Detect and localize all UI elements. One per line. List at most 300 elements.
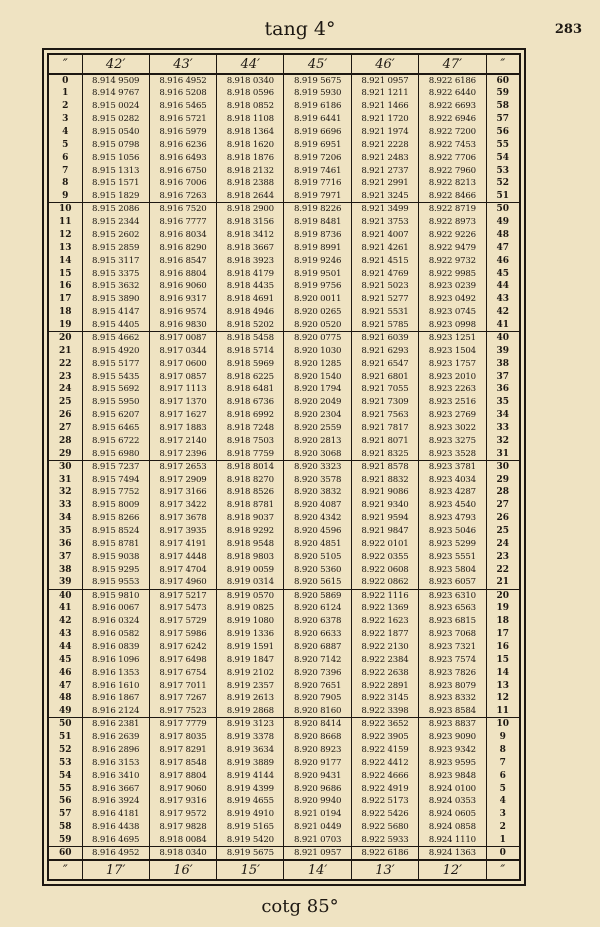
row-seconds-right: 47 <box>486 241 520 254</box>
row-seconds-right: 55 <box>486 138 520 151</box>
table-cell: 8.918 6992 <box>217 409 284 422</box>
table-footer <box>48 860 520 880</box>
table-cell: 8.917 4191 <box>149 538 216 551</box>
table-cell: 8.917 1370 <box>149 396 216 409</box>
table-cell: 8.918 7248 <box>217 422 284 435</box>
table-cell: 8.923 4540 <box>419 499 486 512</box>
row-seconds-right: 49 <box>486 216 520 229</box>
table-cell: 8.919 9756 <box>284 280 351 293</box>
row-seconds-right: 40 <box>486 332 520 345</box>
row-seconds-left: 40 <box>48 589 82 602</box>
table-cell: 8.916 2639 <box>82 731 149 744</box>
table-cell: 8.916 7777 <box>149 216 216 229</box>
table-cell: 8.915 2602 <box>82 229 149 242</box>
row-seconds-left: 14 <box>58 255 72 266</box>
column-header: 42′ <box>82 54 149 74</box>
table-cell: 8.921 8832 <box>351 473 418 486</box>
table-cell: 8.918 9548 <box>217 538 284 551</box>
table-cell: 8.916 4695 <box>82 834 149 847</box>
table-cell: 8.921 1720 <box>351 113 418 126</box>
table-cell: 8.923 8584 <box>419 705 486 718</box>
row-seconds-right: 42 <box>486 306 520 319</box>
row-seconds-left: 26 <box>58 410 72 421</box>
row-seconds-right: 48 <box>486 229 520 242</box>
row-seconds-left: 0 <box>62 75 69 86</box>
table-cell: 8.919 5420 <box>217 834 284 847</box>
table-cell: 8.916 6236 <box>149 138 216 151</box>
table-cell: 8.917 6754 <box>149 666 216 679</box>
table-row <box>48 344 520 357</box>
table-cell: 8.917 0344 <box>149 344 216 357</box>
table-row <box>48 306 520 319</box>
table-row <box>48 782 520 795</box>
table-cell: 8.916 0324 <box>82 615 149 628</box>
table-cell: 8.915 4920 <box>82 344 149 357</box>
table-row <box>48 357 520 370</box>
table-cell: 8.915 6465 <box>82 422 149 435</box>
row-seconds-right: 58 <box>486 100 520 113</box>
table-row <box>48 74 520 87</box>
table-cell: 8.917 5729 <box>149 615 216 628</box>
table-cell: 8.918 4179 <box>217 267 284 280</box>
table-cell: 8.917 1627 <box>149 409 216 422</box>
table-cell: 8.916 3667 <box>82 782 149 795</box>
row-seconds-left: 11 <box>58 217 72 228</box>
table-cell: 8.922 8973 <box>419 216 486 229</box>
table-cell: 8.921 0703 <box>284 834 351 847</box>
row-seconds-right: 11 <box>486 705 520 718</box>
table-cell: 8.923 7574 <box>419 653 486 666</box>
table-row <box>48 332 520 345</box>
table-cell: 8.922 9985 <box>419 267 486 280</box>
table-cell: 8.919 9501 <box>284 267 351 280</box>
table-row <box>48 615 520 628</box>
table-cell: 8.918 4435 <box>217 280 284 293</box>
column-footer: 16′ <box>149 860 216 880</box>
table-cell: 8.922 5680 <box>351 821 418 834</box>
table-cell: 8.922 0355 <box>351 550 418 563</box>
table-cell: 8.923 3781 <box>419 460 486 473</box>
table-cell: 8.919 1847 <box>217 653 284 666</box>
column-footer: 13′ <box>351 860 418 880</box>
table-cell: 8.921 5277 <box>351 293 418 306</box>
row-seconds-left: 35 <box>58 526 72 537</box>
row-seconds-left: 12 <box>58 229 72 240</box>
table-cell: 8.920 8668 <box>284 731 351 744</box>
table-row <box>48 113 520 126</box>
table-cell: 8.919 1080 <box>217 615 284 628</box>
table-row <box>48 126 520 139</box>
table-cell: 8.916 2896 <box>82 744 149 757</box>
table-cell: 8.921 1466 <box>351 100 418 113</box>
table-cell: 8.915 2344 <box>82 216 149 229</box>
row-seconds-left: 37 <box>58 551 72 562</box>
table-cell: 8.921 7309 <box>351 396 418 409</box>
table-cell: 8.916 1867 <box>82 692 149 705</box>
table-cell: 8.915 5177 <box>82 357 149 370</box>
table-cell: 8.918 6225 <box>217 370 284 383</box>
row-seconds-left: 53 <box>58 757 72 768</box>
row-seconds-right: 56 <box>486 126 520 139</box>
table-row <box>48 229 520 242</box>
row-seconds-left: 31 <box>58 474 72 485</box>
column-header: 43′ <box>149 54 216 74</box>
table-cell: 8.920 3832 <box>284 486 351 499</box>
header-corner-right: ″ <box>486 54 520 74</box>
table-cell: 8.917 3678 <box>149 512 216 525</box>
table-cell: 8.915 0798 <box>82 138 149 151</box>
table-cell: 8.921 4515 <box>351 254 418 267</box>
row-seconds-left: 56 <box>58 796 72 807</box>
row-seconds-left: 39 <box>58 577 72 588</box>
table-cell: 8.916 3153 <box>82 756 149 769</box>
table-cell: 8.918 9037 <box>217 512 284 525</box>
table-cell: 8.918 9803 <box>217 550 284 563</box>
row-seconds-left: 23 <box>58 371 72 382</box>
table-cell: 8.921 9594 <box>351 512 418 525</box>
table-row <box>48 808 520 821</box>
row-seconds-right: 51 <box>486 190 520 203</box>
page-number: 283 <box>554 22 582 37</box>
table-cell: 8.922 1877 <box>351 628 418 641</box>
table-cell: 8.917 5473 <box>149 602 216 615</box>
table-cell: 8.923 4287 <box>419 486 486 499</box>
table-cell: 8.922 8213 <box>419 177 486 190</box>
table-row <box>48 679 520 692</box>
row-seconds-right: 39 <box>486 344 520 357</box>
table-cell: 8.916 4181 <box>82 808 149 821</box>
row-seconds-left: 21 <box>58 345 72 356</box>
row-seconds-right: 1 <box>486 834 520 847</box>
table-cell: 8.917 4960 <box>149 576 216 589</box>
table-cell: 8.916 8547 <box>149 254 216 267</box>
row-seconds-left: 41 <box>58 603 72 614</box>
row-seconds-right: 33 <box>486 422 520 435</box>
row-seconds-right: 10 <box>486 718 520 731</box>
table-cell: 8.916 8290 <box>149 241 216 254</box>
table-cell: 8.922 4412 <box>351 756 418 769</box>
table-cell: 8.918 1876 <box>217 151 284 164</box>
table-cell: 8.917 2140 <box>149 435 216 448</box>
table-cell: 8.916 9060 <box>149 280 216 293</box>
table-cell: 8.922 7200 <box>419 126 486 139</box>
table-cell: 8.920 9177 <box>284 756 351 769</box>
table-cell: 8.918 1364 <box>217 126 284 139</box>
table-cell: 8.918 5458 <box>217 332 284 345</box>
table-cell: 8.919 7206 <box>284 151 351 164</box>
table-cell: 8.918 0596 <box>217 87 284 100</box>
footer-corner-left: ″ <box>48 860 82 880</box>
table-cell: 8.918 5969 <box>217 357 284 370</box>
table-cell: 8.917 4704 <box>149 563 216 576</box>
table-cell: 8.914 9509 <box>82 74 149 87</box>
table-row <box>48 203 520 216</box>
row-seconds-left: 6 <box>62 152 69 163</box>
table-cell: 8.920 0011 <box>284 293 351 306</box>
table-cell: 8.915 3632 <box>82 280 149 293</box>
table-cell: 8.921 3753 <box>351 216 418 229</box>
row-seconds-right: 9 <box>486 731 520 744</box>
table-cell: 8.918 8014 <box>217 460 284 473</box>
table-cell: 8.916 5721 <box>149 113 216 126</box>
row-seconds-right: 36 <box>486 383 520 396</box>
table-cell: 8.918 1108 <box>217 113 284 126</box>
table-cell: 8.920 8160 <box>284 705 351 718</box>
table-cell: 8.918 3412 <box>217 229 284 242</box>
table-cell: 8.917 6242 <box>149 641 216 654</box>
table-cell: 8.922 3398 <box>351 705 418 718</box>
row-seconds-right: 26 <box>486 512 520 525</box>
table-cell: 8.920 3578 <box>284 473 351 486</box>
row-seconds-right: 43 <box>486 293 520 306</box>
table-cell: 8.917 7779 <box>149 718 216 731</box>
table-row <box>48 718 520 731</box>
table-cell: 8.920 1540 <box>284 370 351 383</box>
table-cell: 8.918 0340 <box>217 74 284 87</box>
table-cell: 8.922 4919 <box>351 782 418 795</box>
table-cell: 8.920 8923 <box>284 744 351 757</box>
table-cell: 8.915 4405 <box>82 319 149 332</box>
table-row <box>48 435 520 448</box>
row-seconds-left: 57 <box>58 809 72 820</box>
row-seconds-right: 45 <box>486 267 520 280</box>
row-seconds-left: 51 <box>58 732 72 743</box>
table-cell: 8.921 2483 <box>351 151 418 164</box>
table-cell: 8.923 5804 <box>419 563 486 576</box>
table-cell: 8.919 5675 <box>284 74 351 87</box>
row-seconds-left: 30 <box>48 460 82 473</box>
table-cell: 8.915 4147 <box>82 306 149 319</box>
table-cell: 8.915 0024 <box>82 100 149 113</box>
footer-corner-right: ″ <box>486 860 520 880</box>
row-seconds-right: 53 <box>486 164 520 177</box>
row-seconds-right: 30 <box>486 460 520 473</box>
table-cell: 8.922 0862 <box>351 576 418 589</box>
table-cell: 8.915 0282 <box>82 113 149 126</box>
row-seconds-right: 54 <box>486 151 520 164</box>
table-cell: 8.917 9828 <box>149 821 216 834</box>
table-cell: 8.921 6039 <box>351 332 418 345</box>
table-cell: 8.921 2737 <box>351 164 418 177</box>
table-cell: 8.918 6481 <box>217 383 284 396</box>
table-row <box>48 383 520 396</box>
table-cell: 8.921 8325 <box>351 447 418 460</box>
row-seconds-right: 57 <box>486 113 520 126</box>
table-cell: 8.923 8837 <box>419 718 486 731</box>
table-cell: 8.923 9848 <box>419 769 486 782</box>
table-row <box>48 87 520 100</box>
table-row <box>48 525 520 538</box>
table-cell: 8.919 1336 <box>217 628 284 641</box>
table-cell: 8.921 8071 <box>351 435 418 448</box>
page-title: tang 4° <box>264 18 336 40</box>
row-seconds-right: 24 <box>486 538 520 551</box>
row-seconds-right: 13 <box>486 679 520 692</box>
table-cell: 8.917 7523 <box>149 705 216 718</box>
table-cell: 8.920 6887 <box>284 641 351 654</box>
row-seconds-left: 10 <box>48 203 82 216</box>
table-cell: 8.915 7752 <box>82 486 149 499</box>
table-cell: 8.920 8414 <box>284 718 351 731</box>
row-seconds-right: 21 <box>486 576 520 589</box>
log-tangent-table <box>47 53 521 881</box>
row-seconds-left: 1 <box>62 88 69 99</box>
table-cell: 8.923 5551 <box>419 550 486 563</box>
row-seconds-right: 15 <box>486 653 520 666</box>
table-cell: 8.918 0084 <box>149 834 216 847</box>
row-seconds-right: 46 <box>486 254 520 267</box>
table-cell: 8.918 7759 <box>217 447 284 460</box>
table-cell: 8.917 8035 <box>149 731 216 744</box>
table-cell: 8.915 1313 <box>82 164 149 177</box>
row-seconds-left: 20 <box>48 332 82 345</box>
table-cell: 8.922 6693 <box>419 100 486 113</box>
table-cell: 8.917 2909 <box>149 473 216 486</box>
table-cell: 8.917 0857 <box>149 370 216 383</box>
table-cell: 8.921 6801 <box>351 370 418 383</box>
row-seconds-left: 33 <box>58 500 72 511</box>
table-cell: 8.919 0825 <box>217 602 284 615</box>
table-frame <box>42 48 526 886</box>
table-row <box>48 563 520 576</box>
table-cell: 8.916 5208 <box>149 87 216 100</box>
table-row <box>48 460 520 473</box>
table-cell: 8.915 9038 <box>82 550 149 563</box>
table-row <box>48 216 520 229</box>
table-cell: 8.916 3924 <box>82 795 149 808</box>
row-seconds-right: 20 <box>486 589 520 602</box>
row-seconds-right: 16 <box>486 641 520 654</box>
table-cell: 8.921 4261 <box>351 241 418 254</box>
table-row <box>48 512 520 525</box>
table-cell: 8.920 7651 <box>284 679 351 692</box>
table-cell: 8.917 5217 <box>149 589 216 602</box>
row-seconds-right: 22 <box>486 563 520 576</box>
row-seconds-left: 15 <box>58 268 72 279</box>
table-cell: 8.920 5615 <box>284 576 351 589</box>
table-cell: 8.922 2130 <box>351 641 418 654</box>
table-row <box>48 602 520 615</box>
row-seconds-left: 4 <box>62 126 69 137</box>
table-cell: 8.920 0775 <box>284 332 351 345</box>
column-footer: 12′ <box>419 860 486 880</box>
table-cell: 8.915 5692 <box>82 383 149 396</box>
table-header <box>48 54 520 74</box>
table-cell: 8.922 6440 <box>419 87 486 100</box>
table-row <box>48 756 520 769</box>
table-cell: 8.916 8804 <box>149 267 216 280</box>
row-seconds-right: 34 <box>486 409 520 422</box>
table-cell: 8.918 8270 <box>217 473 284 486</box>
table-cell: 8.918 4691 <box>217 293 284 306</box>
row-seconds-right: 44 <box>486 280 520 293</box>
table-cell: 8.921 7055 <box>351 383 418 396</box>
table-cell: 8.915 1829 <box>82 190 149 203</box>
table-row <box>48 834 520 847</box>
table-cell: 8.917 4448 <box>149 550 216 563</box>
table-cell: 8.921 2228 <box>351 138 418 151</box>
table-cell: 8.915 6207 <box>82 409 149 422</box>
table-cell: 8.916 0582 <box>82 628 149 641</box>
table-row <box>48 396 520 409</box>
table-cell: 8.915 1056 <box>82 151 149 164</box>
table-cell: 8.922 3905 <box>351 731 418 744</box>
table-cell: 8.922 6186 <box>419 74 486 87</box>
table-cell: 8.924 0605 <box>419 808 486 821</box>
table-row <box>48 769 520 782</box>
table-row <box>48 254 520 267</box>
table-cell: 8.917 2396 <box>149 447 216 460</box>
table-cell: 8.919 9246 <box>284 254 351 267</box>
table-cell: 8.918 1620 <box>217 138 284 151</box>
table-cell: 8.921 1974 <box>351 126 418 139</box>
table-cell: 8.921 3245 <box>351 190 418 203</box>
table-cell: 8.919 2357 <box>217 679 284 692</box>
table-row <box>48 486 520 499</box>
table-cell: 8.923 6563 <box>419 602 486 615</box>
table-cell: 8.917 6498 <box>149 653 216 666</box>
row-seconds-left: 36 <box>58 538 72 549</box>
row-seconds-right: 8 <box>486 744 520 757</box>
row-seconds-left: 29 <box>58 448 72 459</box>
table-row <box>48 499 520 512</box>
table-cell: 8.921 0957 <box>351 74 418 87</box>
table-row <box>48 538 520 551</box>
table-cell: 8.922 5933 <box>351 834 418 847</box>
row-seconds-right: 37 <box>486 370 520 383</box>
table-cell: 8.918 3156 <box>217 216 284 229</box>
row-seconds-left: 43 <box>58 629 72 640</box>
row-seconds-left: 2 <box>62 101 69 112</box>
table-cell: 8.920 6124 <box>284 602 351 615</box>
row-seconds-left: 24 <box>58 384 72 395</box>
table-cell: 8.915 3117 <box>82 254 149 267</box>
table-cell: 8.923 6310 <box>419 589 486 602</box>
table-cell: 8.916 8034 <box>149 229 216 242</box>
table-cell: 8.923 9090 <box>419 731 486 744</box>
table-cell: 8.923 7321 <box>419 641 486 654</box>
table-cell: 8.917 1883 <box>149 422 216 435</box>
table-row <box>48 447 520 460</box>
table-cell: 8.918 2388 <box>217 177 284 190</box>
table-cell: 8.919 7716 <box>284 177 351 190</box>
table-cell: 8.915 5950 <box>82 396 149 409</box>
table-cell: 8.919 6186 <box>284 100 351 113</box>
table-cell: 8.920 0265 <box>284 306 351 319</box>
table-cell: 8.920 3068 <box>284 447 351 460</box>
table-cell: 8.915 1571 <box>82 177 149 190</box>
row-seconds-right: 52 <box>486 177 520 190</box>
table-cell: 8.919 3634 <box>217 744 284 757</box>
table-cell: 8.918 2900 <box>217 203 284 216</box>
row-seconds-right: 7 <box>486 756 520 769</box>
table-cell: 8.924 1110 <box>419 834 486 847</box>
table-cell: 8.920 2304 <box>284 409 351 422</box>
column-footer: 15′ <box>217 860 284 880</box>
row-seconds-right: 35 <box>486 396 520 409</box>
table-cell: 8.924 0100 <box>419 782 486 795</box>
table-row <box>48 692 520 705</box>
table-cell: 8.919 5165 <box>217 821 284 834</box>
table-cell: 8.919 2102 <box>217 666 284 679</box>
table-cell: 8.921 0957 <box>284 847 351 861</box>
table-cell: 8.922 5426 <box>351 808 418 821</box>
table-cell: 8.921 5023 <box>351 280 418 293</box>
row-seconds-right: 19 <box>486 602 520 615</box>
table-cell: 8.915 0540 <box>82 126 149 139</box>
table-cell: 8.923 0239 <box>419 280 486 293</box>
table-cell: 8.921 0194 <box>284 808 351 821</box>
